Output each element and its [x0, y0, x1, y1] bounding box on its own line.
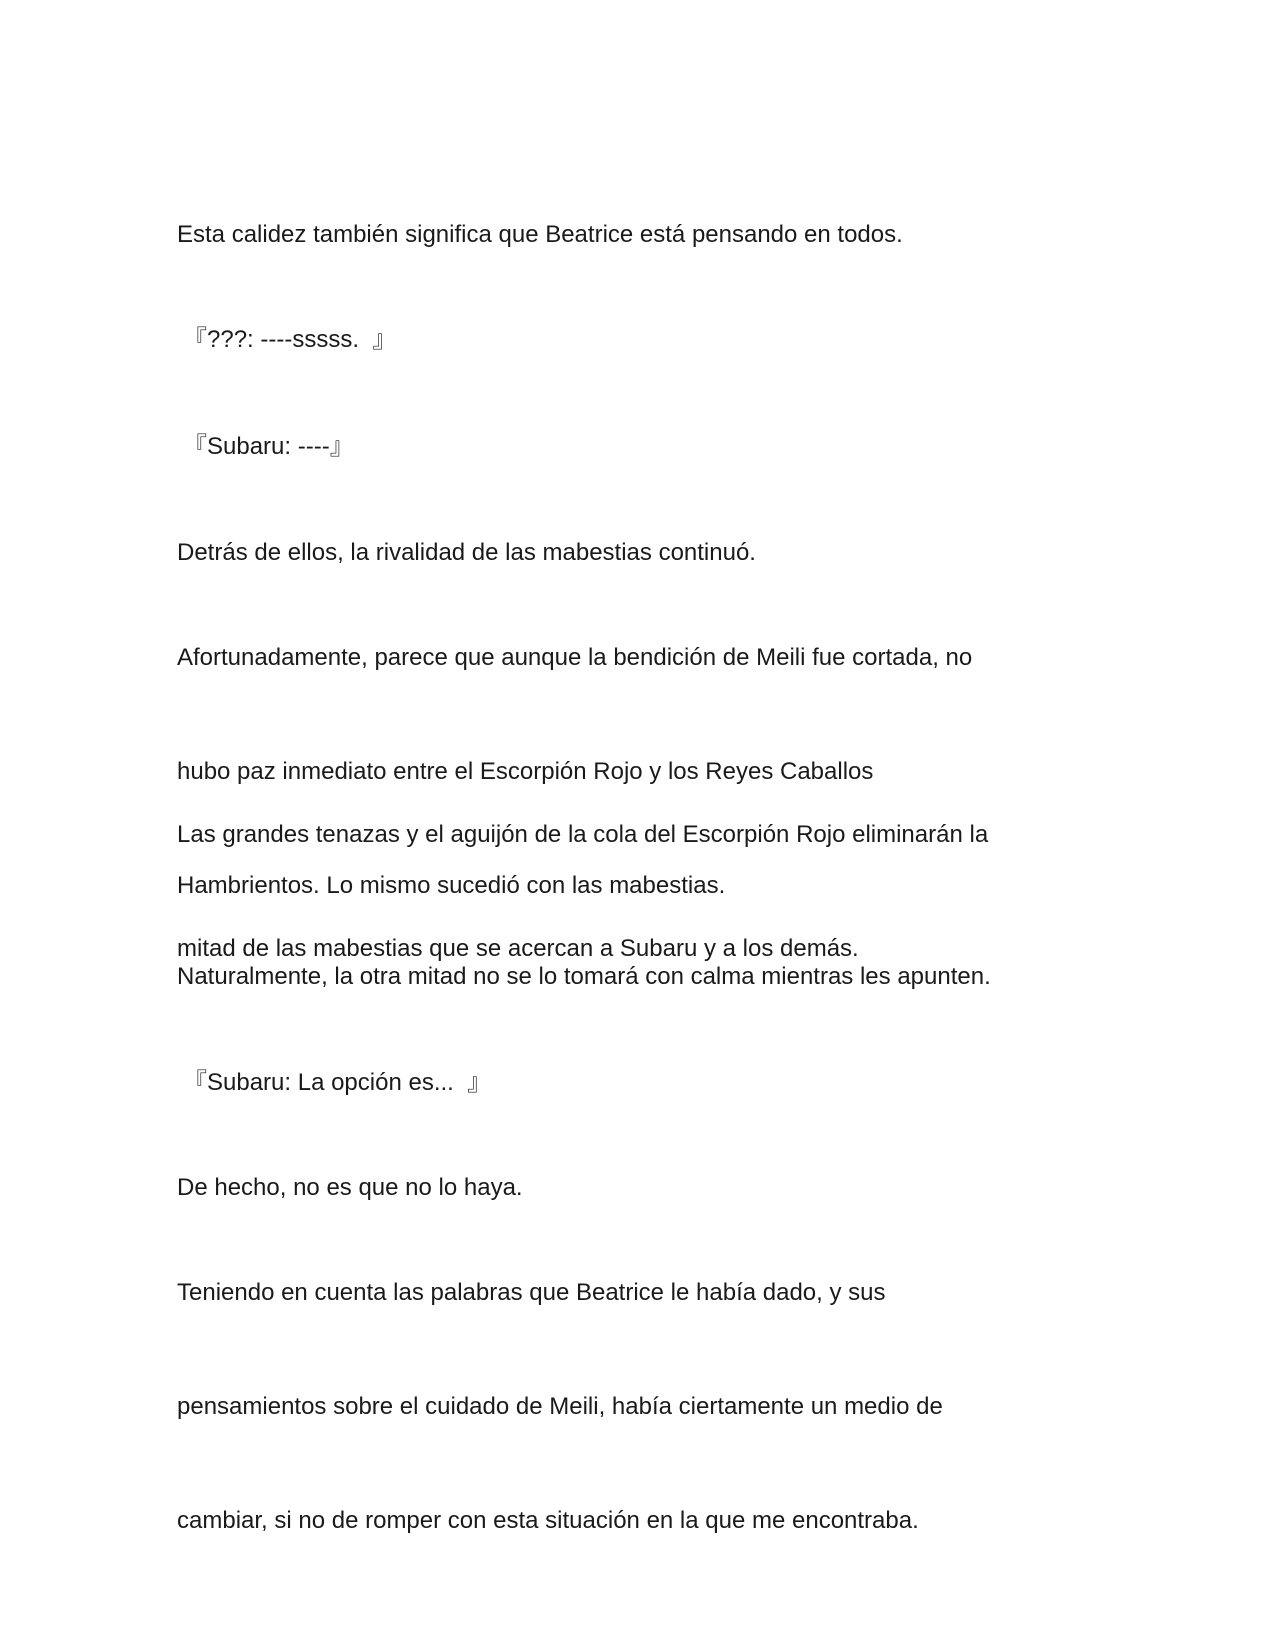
text-line: hubo paz inmediato entre el Escorpión Rojo y los Reyes Caballos [177, 758, 874, 785]
text-line: cambiar, si no de romper con esta situación en la que me encontraba. [177, 1507, 919, 1534]
text-line: Esta calidez también significa que Beatrice está pensando en todos. [177, 221, 903, 248]
text-line: Detrás de ellos, la rivalidad de las mabestias continuó. [177, 539, 756, 566]
text-line: Hambrientos. Lo mismo sucedió con las mabestias. [177, 872, 726, 899]
text-line: De hecho, no es que no lo haya. [177, 1174, 523, 1201]
text-line: Naturalmente, la otra mitad no se lo tomará con calma mientras les apunten. [177, 963, 991, 990]
text-line: Teniendo en cuenta las palabras que Beatrice le había dado, y sus [177, 1279, 886, 1306]
text-line: pensamientos sobre el cuidado de Meili, había ciertamente un medio de [177, 1393, 943, 1420]
text-line: Las grandes tenazas y el aguijón de la cola del Escorpión Rojo eliminarán la [177, 821, 989, 848]
text-line: mitad de las mabestias que se acercan a Subaru y a los demás. [177, 935, 859, 962]
text-line: 『???: ----sssss. 』 [183, 326, 397, 353]
text-line: 『Subaru: ----』 [183, 433, 354, 460]
text-line: Afortunadamente, parece que aunque la bendición de Meili fue cortada, no [177, 644, 973, 671]
paragraph-7 [177, 1198, 1097, 1616]
text-line: 『Subaru: La opción es... 』 [183, 1069, 492, 1096]
